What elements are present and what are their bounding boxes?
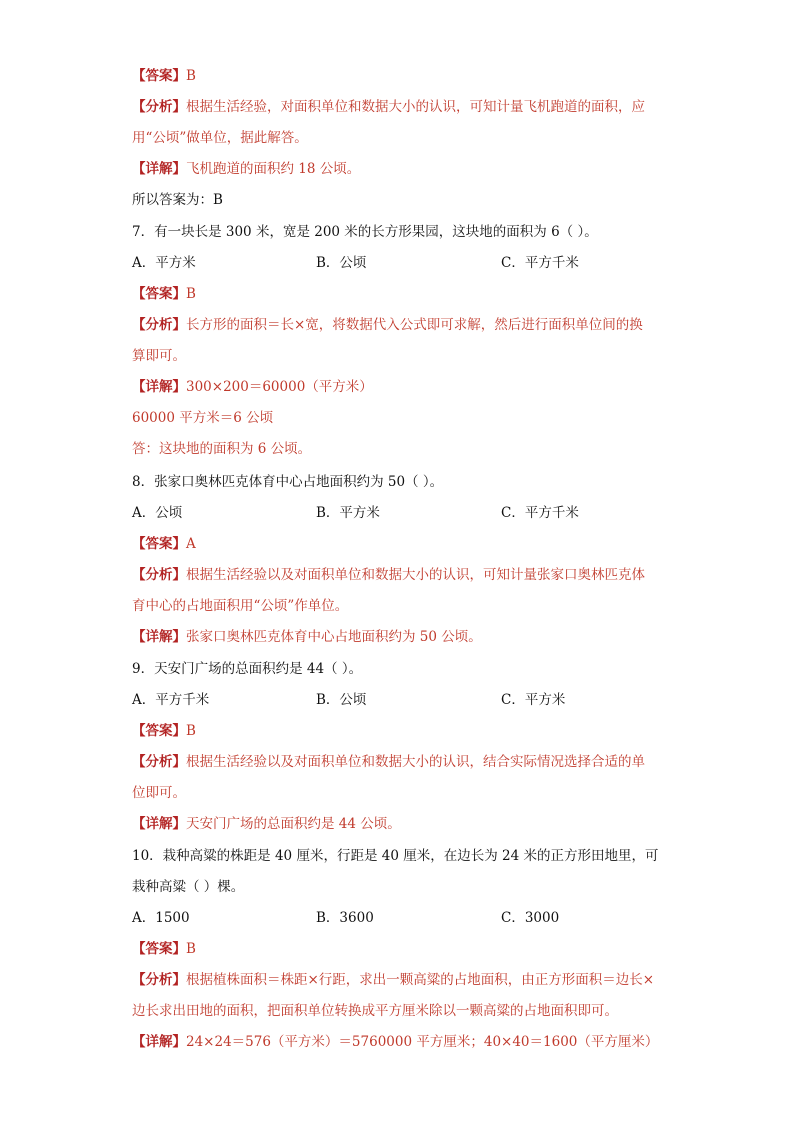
analysis-tag: 【分析】 (132, 754, 186, 770)
option-a: A．1500 (132, 910, 190, 926)
option-b: B．公顷 (316, 255, 367, 271)
detail-tag: 【详解】 (132, 1034, 186, 1050)
analysis-line (132, 565, 645, 585)
detail-line-cont: 答：这块地的面积为 6 公顷。 (132, 441, 312, 457)
option-a: A．平方千米 (132, 692, 210, 708)
detail-text: 300×200＝60000（平方米） (186, 379, 373, 395)
detail-line (132, 1032, 658, 1052)
analysis-line (132, 97, 645, 117)
answer-tag: 【答案】 (132, 536, 186, 552)
answer-tag: 【答案】 (132, 941, 186, 957)
option-c: C．平方米 (501, 692, 566, 708)
analysis-line (132, 970, 654, 990)
detail-tag: 【详解】 (132, 816, 186, 832)
analysis-line (132, 752, 645, 772)
detail-text: 天安门广场的总面积约是 44 公顷。 (186, 816, 401, 832)
question-10-cont: 栽种高粱（ ）棵。 (132, 879, 245, 895)
detail-tag: 【详解】 (132, 161, 186, 177)
conclusion-line: 所以答案为：B (132, 192, 223, 208)
answer-value: B (186, 68, 196, 84)
analysis-text: 根据生活经验以及对面积单位和数据大小的认识，可知计量张家口奥林匹克体 (186, 567, 645, 583)
analysis-text: 根据植株面积＝株距×行距，求出一颗高粱的占地面积，由正方形面积＝边长× (186, 972, 655, 988)
detail-text: 飞机跑道的面积约 18 公顷。 (186, 161, 361, 177)
option-c: C．3000 (501, 910, 560, 926)
analysis-line (132, 315, 643, 335)
option-b: B．公顷 (316, 692, 367, 708)
detail-tag: 【详解】 (132, 629, 186, 645)
question-10: 10．栽种高粱的株距是 40 厘米，行距是 40 厘米，在边长为 24 米的正方形田地里，可 (132, 848, 659, 864)
detail-line (132, 627, 482, 647)
answer-line (132, 939, 196, 959)
analysis-line-cont: 边长求出田地的面积，把面积单位转换成平方厘米除以一颗高粱的占地面积即可。 (132, 1003, 618, 1019)
question-9: 9．天安门广场的总面积约是 44（ ）。 (132, 661, 363, 677)
detail-line (132, 159, 360, 179)
detail-tag: 【详解】 (132, 379, 186, 395)
option-b: B．平方米 (316, 505, 380, 521)
analysis-line-cont: 位即可。 (132, 785, 186, 801)
option-c: C．平方千米 (501, 255, 579, 271)
option-a: A．公顷 (132, 505, 183, 521)
answer-value: A (186, 536, 196, 552)
answer-line (132, 66, 196, 86)
detail-line (132, 377, 373, 397)
detail-line (132, 814, 401, 834)
analysis-tag: 【分析】 (132, 317, 186, 333)
answer-tag: 【答案】 (132, 723, 186, 739)
option-b: B．3600 (316, 910, 374, 926)
answer-tag: 【答案】 (132, 68, 186, 84)
option-c: C．平方千米 (501, 505, 579, 521)
option-a: A．平方米 (132, 255, 196, 271)
analysis-tag: 【分析】 (132, 972, 186, 988)
question-8: 8．张家口奥林匹克体育中心占地面积约为 50（ ）。 (132, 474, 444, 490)
detail-line-cont: 60000 平方米＝6 公顷 (132, 410, 274, 426)
analysis-line-cont: 育中心的占地面积用“公顷”作单位。 (132, 598, 349, 614)
detail-text: 24×24＝576（平方米）＝5760000 平方厘米；40×40＝1600（平方厘米） (186, 1034, 659, 1050)
answer-line (132, 284, 196, 304)
analysis-line-cont: 用“公顷”做单位，据此解答。 (132, 130, 308, 146)
analysis-tag: 【分析】 (132, 99, 186, 115)
analysis-text: 根据生活经验，对面积单位和数据大小的认识，可知计量飞机跑道的面积，应 (186, 99, 645, 115)
detail-text: 张家口奥林匹克体育中心占地面积约为 50 公顷。 (186, 629, 482, 645)
analysis-text: 长方形的面积＝长×宽，将数据代入公式即可求解，然后进行面积单位间的换 (186, 317, 643, 333)
analysis-line-cont: 算即可。 (132, 348, 186, 364)
answer-line (132, 721, 196, 741)
answer-line (132, 534, 196, 554)
answer-tag: 【答案】 (132, 286, 186, 302)
answer-value: B (186, 723, 196, 739)
analysis-tag: 【分析】 (132, 567, 186, 583)
answer-value: B (186, 941, 196, 957)
answer-value: B (186, 286, 196, 302)
analysis-text: 根据生活经验以及对面积单位和数据大小的认识，结合实际情况选择合适的单 (186, 754, 645, 770)
question-7: 7．有一块长是 300 米，宽是 200 米的长方形果园，这块地的面积为 6（ ）。 (132, 224, 598, 240)
